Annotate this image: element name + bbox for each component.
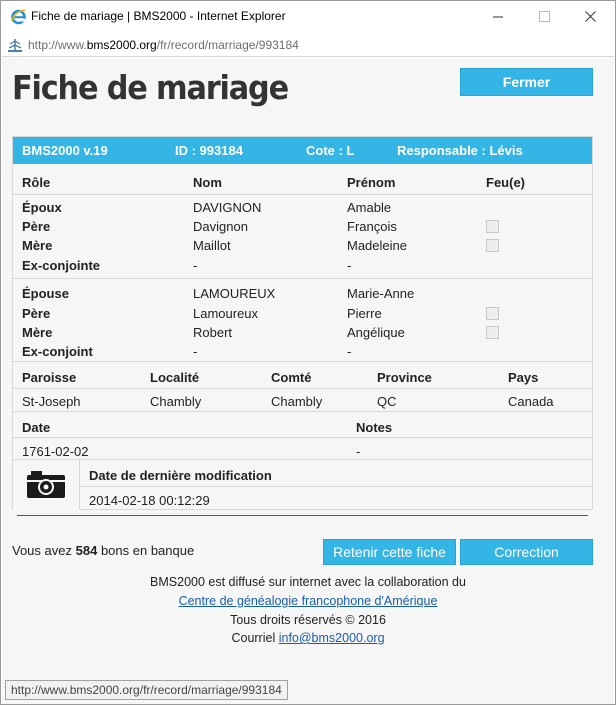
prenom: Angélique: [347, 325, 405, 340]
status-bar: http://www.bms2000.org/fr/record/marriage/993184: [5, 680, 288, 700]
nom: DAVIGNON: [193, 200, 262, 215]
col-nom: Nom: [193, 175, 222, 190]
close-window-button[interactable]: [567, 1, 613, 31]
email-prefix: Courriel: [231, 631, 276, 645]
col-localite: Localité: [150, 370, 200, 385]
url-text[interactable]: [28, 38, 299, 52]
role: Mère: [22, 238, 53, 253]
bride-mother-row: [13, 322, 592, 342]
nom: -: [193, 258, 198, 273]
nom: LAMOUREUX: [193, 286, 276, 301]
date-values-row: [13, 441, 592, 461]
url-path: /fr/record/marriage/993184: [156, 38, 299, 52]
role: Père: [22, 219, 51, 234]
maximize-button[interactable]: [521, 1, 567, 31]
record-responsable: Responsable : Lévis: [397, 143, 523, 158]
prenom: -: [347, 344, 352, 359]
role: Époux: [22, 200, 62, 215]
deceased-checkbox: [486, 307, 499, 320]
record-version: BMS2000 v.19: [22, 143, 108, 158]
nom: Robert: [193, 325, 233, 340]
nom: Maillot: [193, 238, 231, 253]
record-id: ID : 993184: [175, 143, 243, 158]
col-paroisse: Paroisse: [22, 370, 77, 385]
place-header-row: [13, 367, 592, 387]
address-bar[interactable]: [2, 33, 614, 57]
bank-suffix: bons en banque: [100, 543, 195, 558]
footer-collab: BMS2000 est diffusé sur internet avec la collaboration du: [150, 575, 466, 589]
footer-email-line: [2, 631, 614, 645]
divider: [13, 459, 592, 460]
prenom: Pierre: [347, 306, 382, 321]
minimize-icon: [493, 11, 504, 22]
page-content: [2, 58, 614, 704]
bank-count: 584: [75, 543, 98, 558]
role: Ex-conjoint: [22, 344, 93, 359]
localite-value: Chambly: [150, 394, 202, 409]
nom: Lamoureux: [193, 306, 259, 321]
divider: [13, 194, 592, 195]
col-feu: Feu(e): [486, 175, 525, 190]
divider: [80, 486, 592, 487]
minimize-button[interactable]: [475, 1, 521, 31]
paroisse-value: St-Joseph: [22, 394, 81, 409]
close-button[interactable]: Fermer: [460, 68, 593, 96]
nom: -: [193, 344, 198, 359]
nom: Davignon: [193, 219, 248, 234]
marriage-record: [12, 136, 593, 510]
modification-header-row: [13, 465, 592, 485]
province-value: QC: [377, 394, 397, 409]
internet-explorer-icon: [10, 8, 27, 25]
groom-mother-row: [13, 235, 592, 255]
pays-value: Canada: [508, 394, 554, 409]
col-notes: Notes: [356, 420, 393, 435]
role: Père: [22, 306, 51, 321]
col-pays: Pays: [508, 370, 539, 385]
divider: [13, 437, 592, 438]
people-header-row: [13, 172, 592, 192]
divider: [13, 278, 592, 279]
bank-prefix: Vous avez: [12, 543, 72, 558]
col-province: Province: [377, 370, 432, 385]
modification-value: 2014-02-18 00:12:29: [89, 493, 210, 508]
col-comte: Comté: [271, 370, 312, 385]
bride-father-row: [13, 303, 592, 323]
place-values-row: [13, 391, 592, 411]
col-role: Rôle: [22, 175, 51, 190]
section-divider: [17, 515, 588, 516]
retain-record-button[interactable]: Retenir cette fiche: [323, 539, 456, 565]
prenom: -: [347, 258, 352, 273]
modification-label: Date de dernière modification: [89, 468, 272, 483]
role: Épouse: [22, 286, 69, 301]
window-title: Fiche de mariage | BMS2000 - Internet Explorer: [31, 9, 286, 23]
bride-ex-spouse-row: [13, 341, 592, 361]
col-date: Date: [22, 420, 51, 435]
prenom: Amable: [347, 200, 392, 215]
cgfa-link[interactable]: Centre de généalogie francophone d'Amérique: [178, 594, 438, 608]
role: Ex-conjointe: [22, 258, 101, 273]
modification-value-row: [13, 490, 592, 510]
date-value: 1761-02-02: [22, 444, 89, 459]
url-prefix: http://www.: [28, 38, 87, 52]
prenom: Marie-Anne: [347, 286, 415, 301]
divider: [13, 411, 592, 412]
record-header: [13, 137, 592, 164]
page-title: Fiche de mariage: [12, 68, 288, 107]
bride-row: [13, 283, 592, 303]
date-header-row: [13, 417, 592, 437]
comte-value: Chambly: [271, 394, 323, 409]
deceased-checkbox: [486, 239, 499, 252]
col-prenom: Prénom: [347, 175, 396, 190]
groom-ex-spouse-row: [13, 255, 592, 275]
prenom: Madeleine: [347, 238, 407, 253]
notes-value: -: [356, 444, 361, 459]
footer-link-line: [2, 594, 614, 608]
groom-row: [13, 197, 592, 217]
site-favicon-icon: [7, 37, 23, 53]
url-domain: bms2000.org: [86, 38, 157, 52]
maximize-icon: [539, 11, 550, 22]
bank-balance: [12, 543, 194, 558]
record-cote: Cote : L: [306, 143, 355, 158]
email-link[interactable]: info@bms2000.org: [278, 631, 385, 645]
close-icon: [585, 11, 596, 22]
deceased-checkbox: [486, 220, 499, 233]
title-bar: [1, 1, 615, 33]
role: Mère: [22, 325, 53, 340]
divider: [13, 361, 592, 362]
correction-button[interactable]: Correction: [460, 539, 593, 565]
divider: [13, 388, 592, 389]
footer-rights: Tous droits réservés © 2016: [230, 613, 386, 627]
deceased-checkbox: [486, 326, 499, 339]
groom-father-row: [13, 216, 592, 236]
prenom: François: [347, 219, 397, 234]
